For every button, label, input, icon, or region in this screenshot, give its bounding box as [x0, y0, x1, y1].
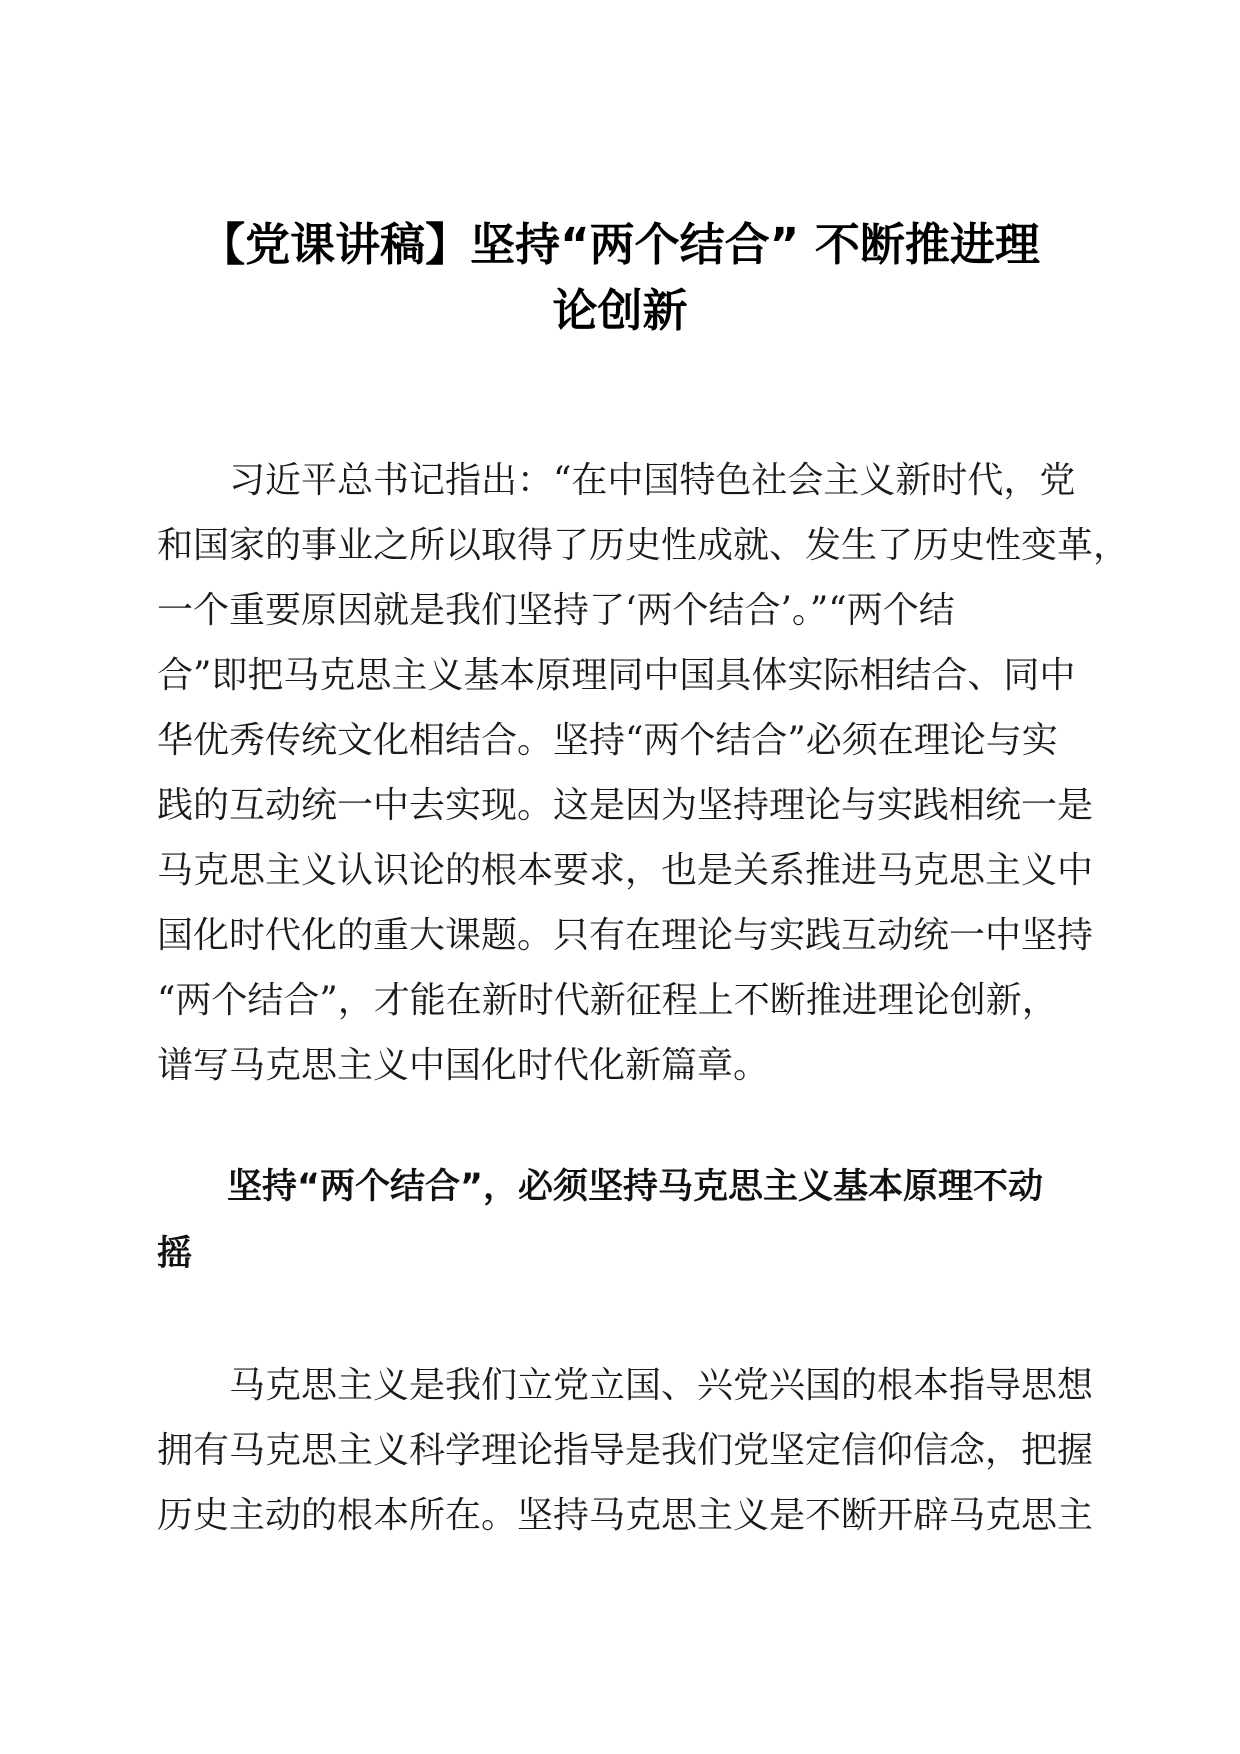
paragraph-line: 一个重要原因就是我们坚持了‘两个结合’。”“两个结 — [157, 590, 955, 631]
paragraph-line: 谱写马克思主义中国化时代化新篇章。 — [157, 1045, 770, 1086]
paragraph-line: 马克思主义是我们立党立国、兴党兴国的根本指导思想 — [229, 1365, 1094, 1406]
document-title — [150, 212, 1090, 344]
section-heading — [157, 1154, 1077, 1288]
paragraph-line: 历史主动的根本所在。坚持马克思主义是不断开辟马克思主 — [157, 1495, 1094, 1536]
heading-line: 坚持“两个结合”，必须坚持马克思主义基本原理不动 — [227, 1167, 1044, 1207]
title-line: 论创新 — [552, 284, 688, 337]
title-line: 【党课讲稿】坚持“两个结合” 不断推进理 — [200, 218, 1040, 271]
heading-line: 摇 — [157, 1234, 193, 1274]
paragraph-line: 国化时代化的重大课题。只有在理论与实践互动统一中坚持 — [157, 915, 1094, 956]
paragraph-line: 践的互动统一中去实现。这是因为坚持理论与实践相统一是 — [157, 785, 1094, 826]
paragraph-line: 华优秀传统文化相结合。坚持“两个结合”必须在理论与实 — [157, 720, 1058, 761]
paragraph-line: 拥有马克思主义科学理论指导是我们党坚定信仰信念，把握 — [157, 1430, 1094, 1471]
paragraph-line: 和国家的事业之所以取得了历史性成就、发生了历史性变革， — [157, 525, 1130, 566]
section-paragraph — [157, 1353, 1094, 1548]
paragraph-line: 习近平总书记指出：“在中国特色社会主义新时代，党 — [229, 460, 1076, 501]
intro-paragraph — [157, 448, 1130, 1098]
paragraph-line: 马克思主义认识论的根本要求，也是关系推进马克思主义中 — [157, 850, 1094, 891]
paragraph-line: “两个结合”，才能在新时代新征程上不断推进理论创新， — [157, 980, 1058, 1021]
paragraph-line: 合”即把马克思主义基本原理同中国具体实际相结合、同中 — [157, 655, 1076, 696]
